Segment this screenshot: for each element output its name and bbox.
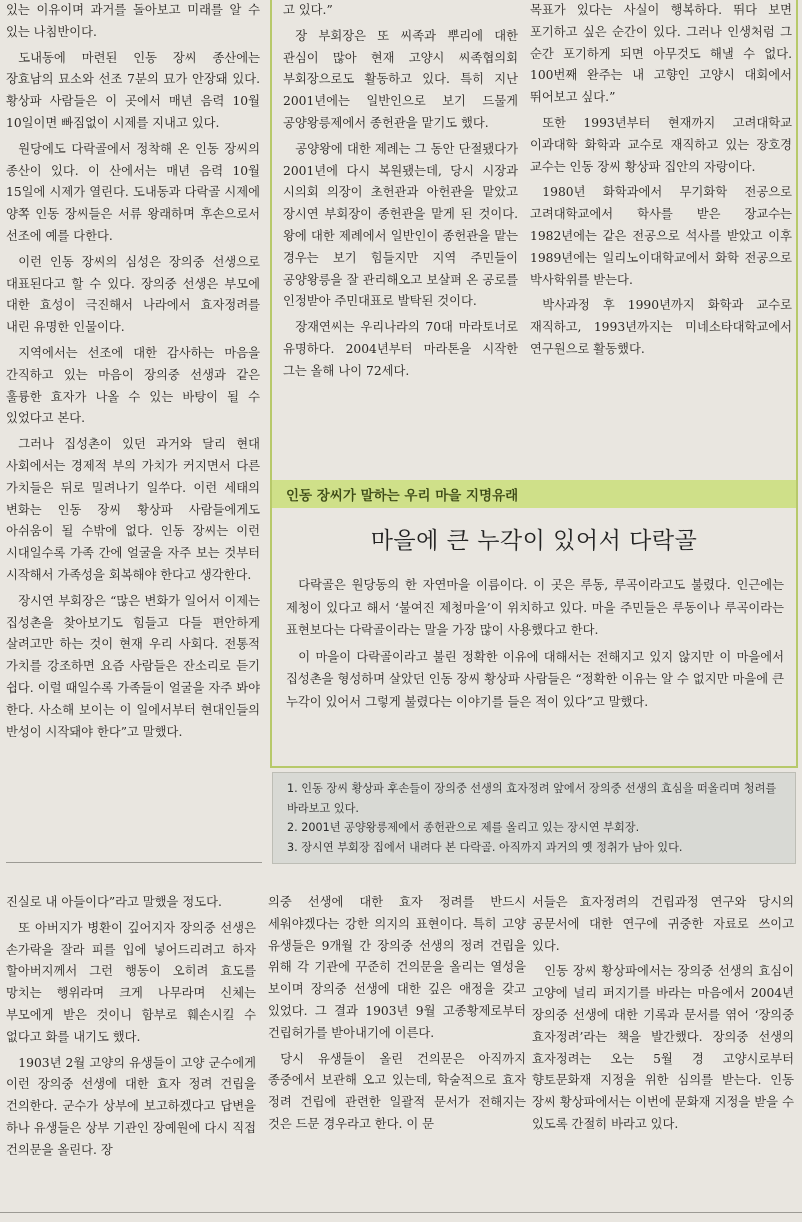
paragraph: 인동 장씨 황상파에서는 장의중 선생의 효심이 고양에 널리 퍼지기를 바라는 마음에서 2004년 장의중 선생에 대한 기록과 문서를 엮어 ‘장의중 효자정려’라는 책을 발간했다. 장의중 선생의 효자정려는 오는 5월 경 고양시로부터 향토문화재 지정을 위한 심의를 받는다. 인동 장씨 황상파에서는 이번에 문화재 지정을 받을 수 있도록 간절히 바라고 있다. (532, 964, 794, 1131)
page-bottom-rule (0, 1212, 802, 1213)
caption-1: 1. 인동 장씨 황상파 후손들이 장의중 선생의 효자정려 앞에서 장의중 선생의 효심을 떠올리며 청려를 바라보고 있다. (287, 782, 777, 815)
paragraph: 있는 이유이며 과거를 돌아보고 미래를 알 수 있는 나침반이다. (6, 3, 260, 39)
paragraph: 장재연씨는 우리나라의 70대 마라토너로 유명하다. 2004년부터 마라톤을 시작한 그는 올해 나이 72세다. (283, 320, 518, 378)
paragraph: 장 부회장은 또 씨족과 뿌리에 대한 관심이 많아 현재 고양시 씨족협의회 부회장으로도 활동하고 있다. 특히 지난 2001년에는 일반인으로 보기 드물게 공양왕릉제에서 종헌관을 맡기도 했다. (283, 28, 518, 130)
paragraph: 이 마을이 다락골이라고 불린 정확한 이유에 대해서는 전해지고 있지 않지만 이 마을에서 집성촌을 형성하며 살았던 인동 장씨 황상파 사람들은 “정확한 이유는 알 수 없지만 마을에 큰 누각이 있어서 그렇게 불렸다는 이야기를 들은 적이 있다”고 말했다. (286, 649, 784, 709)
paragraph: 장시연 부회장은 “많은 변화가 일어서 이제는 집성촌을 찾아보기도 힘들고 다들 편안하게 살려고만 하는 것이 현재 우리 사회다. 전통적 가치를 강조하면 요즘 사람들은 잔소리로 듣기 쉽다. 이럴 때일수록 가족들이 얼굴을 자주 봐야 한다. 사소해 보이는 이 일에서부터 현대인들의 반성이 시작돼야 한다”고 말했다. (6, 593, 260, 739)
feature-headline: 마을에 큰 누각이 있어서 다락골 (370, 528, 698, 554)
feature-section-bar: 인동 장씨가 말하는 우리 마을 지명유래 (272, 480, 796, 508)
paragraph: 도내동에 마련된 인동 장씨 종산에는 장효남의 묘소와 선조 7분의 묘가 안장돼 있다. 황상파 사람들은 이 곳에서 매년 음력 10월 10일이면 빠짐없이 시제를 지내고 있다. (6, 50, 260, 130)
right-column-top (530, 0, 792, 470)
bottom-column-1 (6, 892, 256, 1212)
left-column-top (6, 0, 260, 848)
paragraph: 또한 1993년부터 현재까지 고려대학교 이과대학 화학과 교수로 재직하고 있는 장호경 교수는 인동 장씨 황상파 집안의 자랑이다. (530, 115, 792, 174)
caption-3: 3. 장시연 부회장 집에서 내려다 본 다락골. 아직까지 과거의 옛 정취가 남아 있다. (287, 840, 683, 854)
feature-body (286, 574, 784, 764)
paragraph: 1903년 2월 고양의 유생들이 고양 군수에게 이런 장의중 선생에 대한 효자 정려 건립을 건의한다. 군수가 상부에 보고하겠다고 답변을 하나 유생들은 상부 기관인 장예원에 다시 직접 건의문을 올린다. 장 (6, 1055, 256, 1157)
paragraph: 진실로 내 아들이다”라고 말했을 정도다. (6, 895, 222, 909)
paragraph: 목표가 있다는 사실이 행복하다. 뛰다 보면 포기하고 싶은 순간이 있다. 그러나 인생처럼 그 순간 포기하게 되면 아무것도 해낼 수 없다. 100번째 완주는 내 고향인 고양시 대회에서 뛰어보고 싶다.” (530, 3, 792, 105)
bottom-column-3 (532, 892, 794, 1212)
bottom-column-2 (268, 892, 526, 1212)
paragraph: 박사과정 후 1990년까지 화학과 교수로 재직하고, 1993년까지는 미네소타대학교에서 연구원으로 활동했다. (530, 298, 792, 356)
paragraph: 원당에도 다락골에서 정착해 온 인동 장씨의 종산이 있다. 이 산에서는 매년 음력 10월 15일에 시제가 열린다. 도내동과 다락골 시제에 양쪽 인동 장씨들은 서류 왕래하며 후손으로서 선조에 예를 다한다. (6, 141, 260, 243)
caption-2: 2. 2001년 공양왕릉제에서 종헌관으로 제를 올리고 있는 장시연 부회장. (287, 821, 640, 834)
paragraph: 1980년 화학과에서 무기화학 전공으로 고려대학교에서 학사를 받은 장교수는 1982년에는 같은 전공으로 석사를 받았고 이후 1989년에는 일리노이대학교에서 화학 전공으로 박사학위를 받는다. (530, 185, 792, 287)
section-divider (6, 862, 262, 863)
paragraph: 의중 선생에 대한 효자 정려를 반드시 세워야겠다는 강한 의지의 표현이다. 특히 고양 유생들은 9개월 간 장의중 선생의 정려 건립을 위해 각 기관에 꾸준히 건의문을 올리는 열성을 보이며 장의중 선생에 대한 깊은 애정을 갖고 있었다. 그 결과 1903년 9월 고종황제로부터 건립허가를 받아내기에 이른다. (268, 895, 526, 1040)
middle-column-top (283, 0, 518, 470)
photo-captions (272, 772, 796, 864)
paragraph: 서들은 효자정려의 건립과정 연구와 당시의 공문서에 대한 연구에 귀중한 자료로 쓰이고 있다. (532, 895, 794, 953)
paragraph: 그러나 집성촌이 있던 과거와 달리 현대 사회에서는 경제적 부의 가치가 커지면서 다른 가치들은 뒤로 밀려나기 일쑤다. 이런 세태의 변화는 인동 장씨 황상파 사람들에게도 아쉬움이 될 수밖에 없다. 인동 장씨는 이런 시대일수록 가족 간에 얼굴을 자주 보는 것부터 시작해서 가족성을 회복해야 한다고 생각한다. (6, 437, 260, 582)
paragraph: 고 있다.” (283, 3, 333, 17)
paragraph: 또 아버지가 병환이 깊어지자 장의중 선생은 손가락을 잘라 피를 입에 넣어드리려고 하자 할아버지께서 그런 행동이 오히려 효도를 망치는 행위라며 크게 나무라며 신체는 부모에게 받은 것이니 함부로 훼손시킬 수 없다고 화를 내기도 했다. (6, 920, 256, 1044)
paragraph: 공양왕에 대한 제례는 그 동안 단절됐다가 2001년에 다시 복원됐는데, 당시 시장과 시의회 의장이 초헌관과 아헌관을 맡았고 장시연 부회장이 종헌관을 맡게 된 것이다. 왕에 대한 제례에서 일반인이 종헌관을 맡는 경우는 보기 힘들지만 지역 주민들이 공양왕릉을 잘 관리해오고 보살펴 온 공로를 인정받아 주민대표로 발탁된 것이다. (283, 141, 518, 309)
paragraph: 다락골은 원당동의 한 자연마을 이름이다. 이 곳은 루동, 루곡이라고도 불렸다. 인근에는 제청이 있다고 해서 ‘불여진 제청마을’이 위치하고 있다. 마을 주민들은 루동이나 루곡이라는 표현보다는 다락골이라는 말을 가장 많이 사용했다고 한다. (286, 578, 784, 638)
paragraph: 이런 인동 장씨의 심성은 장의중 선생으로 대표된다고 할 수 있다. 장의중 선생은 부모에 대한 효성이 극진해서 나라에서 효자정려를 내린 유명한 인물이다. (6, 254, 260, 335)
paragraph: 지역에서는 선조에 대한 감사하는 마음을 간직하고 있는 마음이 장의중 선생과 같은 훌륭한 효자가 나올 수 있는 바탕이 될 수 있었다고 본다. (6, 345, 260, 426)
paragraph: 당시 유생들이 올린 건의문은 아직까지 종중에서 보관해 오고 있는데, 학술적으로 효자 정려 건립에 관련한 일괄적 문서가 전해지는 것은 드문 경우라고 한다. 이 문 (268, 1051, 526, 1131)
